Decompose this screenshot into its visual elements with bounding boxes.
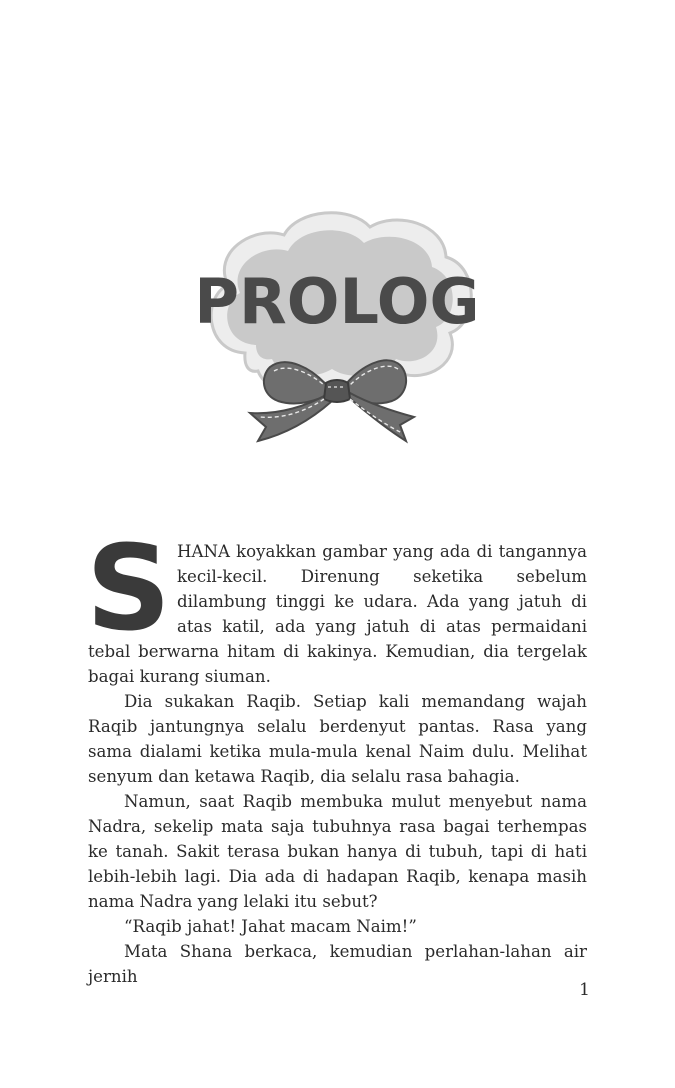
chapter-title: PROLOG (200, 265, 475, 338)
paragraph-text: HANA koyakkan gambar yang ada di tangannya kecil-kecil. Direnung seketika sebelum dilambung tinggi ke udara. Ada yang jatuh di atas katil, ada yang jatuh di atas permaidani tebal berwarna hitam di kakinya. Kemudian, dia tergelak bagai kurang siuman. (88, 542, 587, 686)
cloud-bow-icon (200, 205, 475, 455)
paragraph: Namun, saat Raqib membuka mulut menyebut nama Nadra, sekelip mata saja tubuhnya rasa bagai terhempas ke tanah. Sakit terasa bukan hanya di tubuh, tapi di hati lebih-lebih lagi. Dia ada di hadapan Raqib, kenapa masih nama Nadra yang lelaki itu sebut? (88, 792, 587, 911)
page-number: 1 (579, 980, 590, 1000)
drop-cap: S (86, 519, 171, 657)
paragraph: Dia sukakan Raqib. Setiap kali memandang wajah Raqib jantungnya selalu berdenyut pantas. Rasa yang sama dialami ketika mula-mula kenal Naim dulu. Melihat senyum dan ketawa Raqib, dia selalu rasa bahagia. (88, 692, 587, 786)
paragraph (86, 519, 587, 689)
prologue-body (86, 519, 587, 989)
chapter-badge (200, 205, 475, 455)
paragraph: “Raqib jahat! Jahat macam Naim!” (124, 917, 417, 936)
paragraph: Mata Shana berkaca, kemudian perlahan-lahan air jernih (88, 942, 587, 986)
